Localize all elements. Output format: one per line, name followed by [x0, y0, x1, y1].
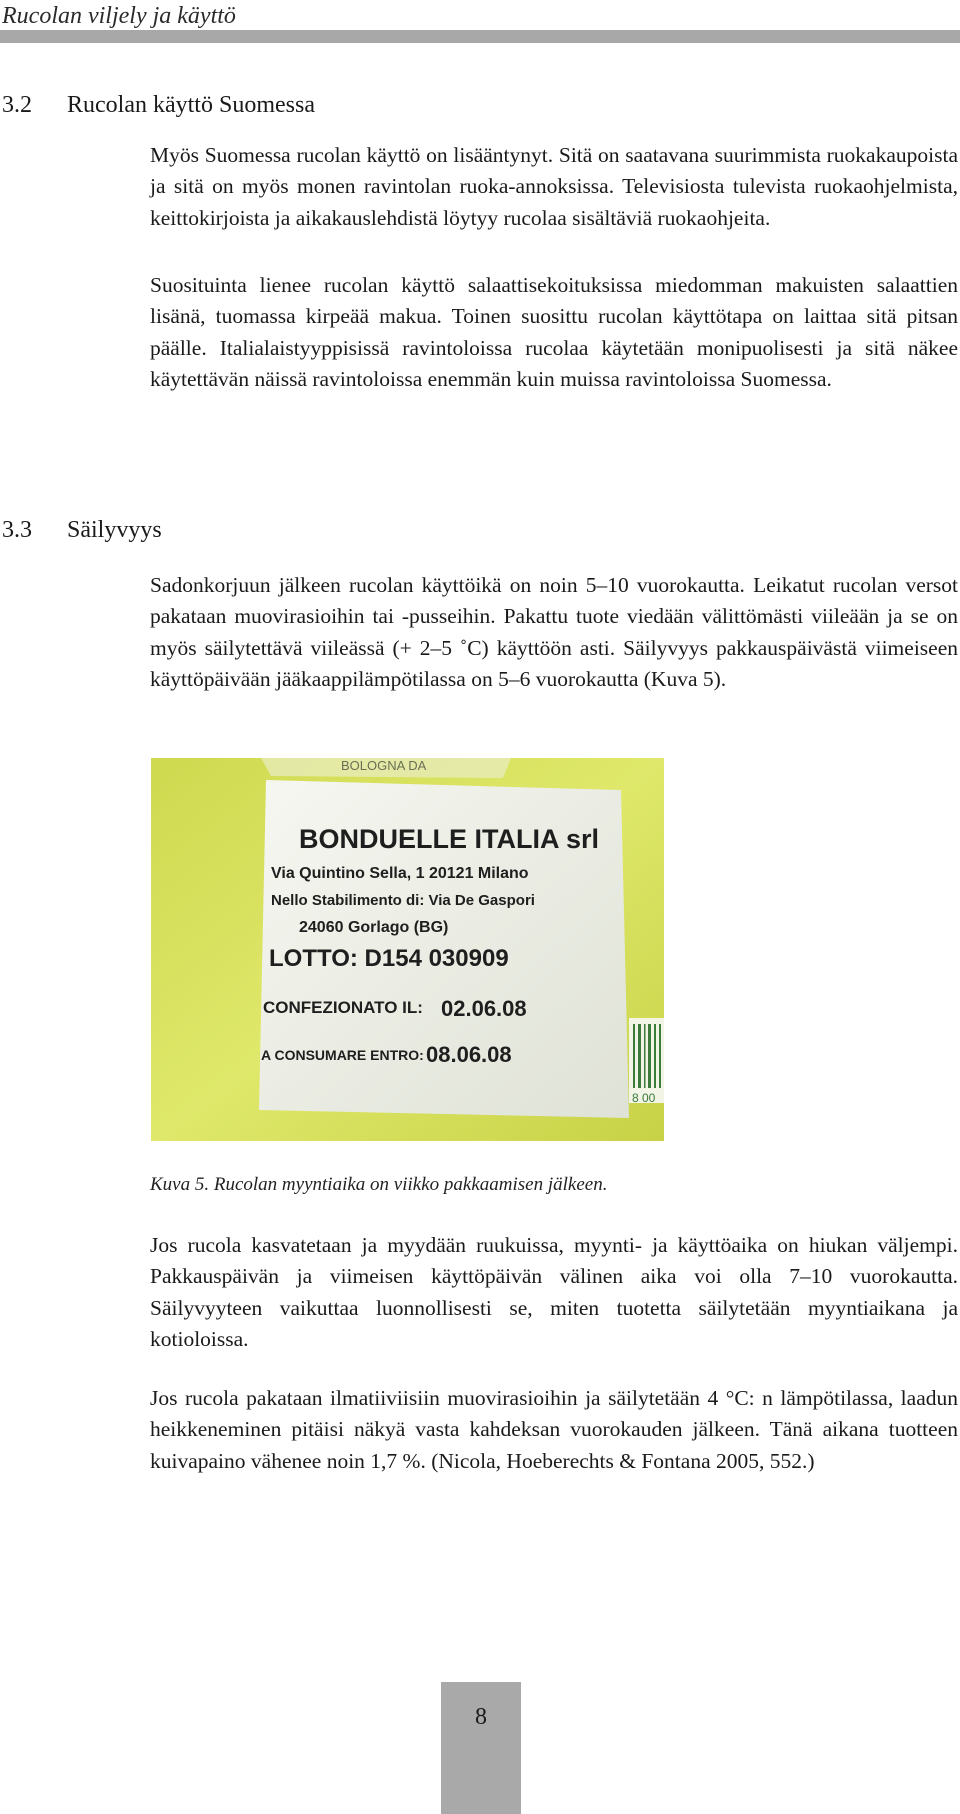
figure-caption: Kuva 5. Rucolan myyntiaika on viikko pakkaamisen jälkeen. [150, 1174, 608, 1195]
top-print-text: BOLOGNA DA [341, 758, 427, 773]
page-number: 8 [475, 1704, 487, 1730]
header-rule [0, 30, 960, 43]
section-title: Rucolan käyttö Suomessa [67, 92, 315, 118]
figure-photo [151, 758, 664, 1141]
running-header: Rucolan viljely ja käyttö [2, 3, 236, 29]
paragraph: Suosituinta lienee rucolan käyttö salaattisekoituksissa miedomman makuisten salaattien lisänä, tuomassa kirpeää makua. Toinen suosittu rucolan käyttötapa on laittaa sitä pitsan päälle. Italialaistyyppisissä ravintoloissa rucolaa käytetään monipuolisesti ja sitä näkee käytettävän näissä ravintoloissa enemmän kuin muissa ravintoloissa Suomessa. [150, 273, 958, 391]
label-plant: Nello Stabilimento di: Via De Gaspori [271, 892, 535, 909]
label-packed-label: CONFEZIONATO IL: [263, 998, 423, 1017]
section-title: Säilyvyys [67, 517, 162, 543]
label-company: BONDUELLE ITALIA srl [299, 824, 600, 854]
label-packed-date: 02.06.08 [441, 996, 527, 1021]
barcode-digits: 8 00 [632, 1091, 656, 1105]
label-use-by-date: 08.06.08 [426, 1042, 512, 1067]
section-number: 3.3 [2, 517, 32, 543]
page-number-box [441, 1682, 521, 1814]
label-address: Via Quintino Sella, 1 20121 Milano [271, 865, 529, 882]
paragraph: Myös Suomessa rucolan käyttö on lisääntynyt. Sitä on saatavana suurimmista ruokakaupoista ja sitä on myös monen ravintolan ruoka-annoksissa. Televisiosta tulevista ruokaohjelmista, keittokirjoista ja aikakauslehdistä löytyy rucolaa sisältäviä ruokaohjeita. [150, 143, 958, 230]
paragraph: Jos rucola kasvatetaan ja myydään ruukuissa, myynti- ja käyttöaika on hiukan väljempi. Pakkauspäivän ja viimeisen käyttöpäivän välinen aika voi olla 7–10 vuorokautta. Säilyvyyteen vaikuttaa luonnollisesti se, miten tuotetta säilytetään myyntiaikana ja kotioloissa. [150, 1233, 958, 1351]
barcode [629, 1018, 664, 1105]
section-number: 3.2 [2, 92, 32, 118]
paragraph: Sadonkorjuun jälkeen rucolan käyttöikä on noin 5–10 vuorokautta. Leikatut rucolan versot pakataan muovirasioihin tai -pusseihin. Pakattu tuote viedään välittömästi viileään ja se on myös säilytettävä viileässä (+ 2–5 ˚C) käyttöön asti. Säilyvyys pakkauspäivästä viimeiseen käyttöpäivään jääkaappilämpötilassa on 5–6 vuorokautta (Kuva 5). [150, 573, 958, 691]
label-use-by-label: A CONSUMARE ENTRO: [261, 1047, 424, 1063]
paragraph: Jos rucola pakataan ilmatiiviisiin muovirasioihin ja säilytetään 4 °C: n lämpötilassa, laadun heikkeneminen pitäisi näkyä vasta kahdeksan vuorokauden jälkeen. Tänä aikana tuotteen kuivapaino vähenee noin 1,7 %. (Nicola, Hoeberechts & Fontana 2005, 552.) [150, 1386, 958, 1473]
label-lot: LOTTO: D154 030909 [269, 945, 509, 972]
label-city: 24060 Gorlago (BG) [299, 919, 449, 936]
